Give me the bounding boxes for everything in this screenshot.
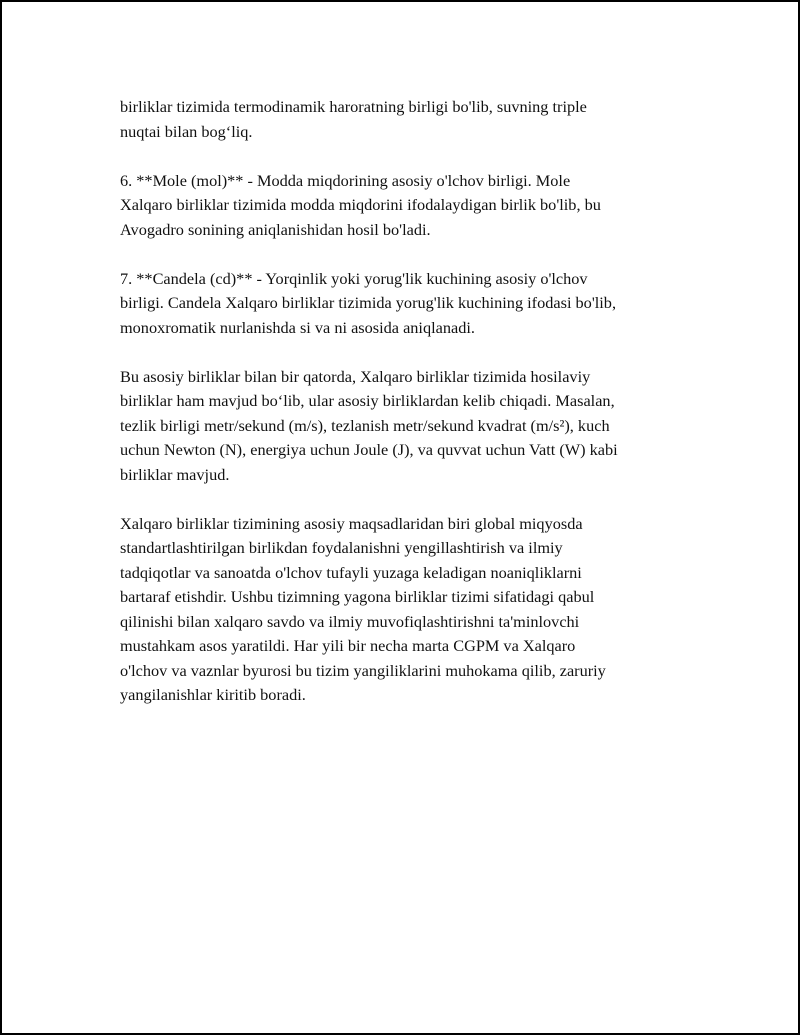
text-line: birliklar ham mavjud bo‘lib, ular asosiy birliklardan kelib chiqadi. Masalan, [120,391,615,410]
text-line: tadqiqotlar va sanoatda o'lchov tufayli yuzaga keladigan noaniqliklarni [120,562,582,582]
text-line: birliklar mavjud. [120,464,230,484]
paragraph-candela [120,267,700,341]
document-body [120,95,700,708]
text-line: tezlik birligi metr/sekund (m/s), tezlanish metr/sekund kvadrat (m/s²), kuch [120,415,610,435]
text-line: mustahkam asos yaratildi. Har yili bir necha marta CGPM va Xalqaro [120,636,576,655]
paragraph-kelvin-continuation [120,95,700,144]
paragraph-gap [120,144,700,169]
text-line: Avogadro sonining aniqlanishidan hosil bo'ladi. [120,219,431,239]
text-line: nuqtai bilan bog‘liq. [120,121,253,141]
paragraph-gap [120,340,700,365]
paragraph-purpose [120,512,700,708]
paragraph-mole [120,169,700,243]
text-line: Xalqaro birliklar tizimining asosiy maqsadlaridan biri global miqyosda [120,513,583,533]
text-line: qilinishi bilan xalqaro savdo va ilmiy muvofiqlashtirishni ta'minlovchi [120,611,580,631]
text-line: monoxromatik nurlanishda si va ni asosida aniqlanadi. [120,317,475,337]
paragraph-derived-units [120,365,700,488]
text-line: birliklar tizimida termodinamik haroratning birligi bo'lib, suvning triple [120,97,587,116]
text-line: standartlashtirilgan birlikdan foydalanishni yengillashtirish va ilmiy [120,538,563,557]
text-line: 6. **Mole (mol)** - Modda miqdorining asosiy o'lchov birligi. Mole [120,170,571,190]
paragraph-gap [120,487,700,512]
text-line: Xalqaro birliklar tizimida modda miqdorini ifodalaydigan birlik bo'lib, bu [120,195,601,214]
text-line: uchun Newton (N), energiya uchun Joule (J), va quvvat uchun Vatt (W) kabi [120,440,618,459]
text-line: yangilanishlar kiritib boradi. [120,685,306,704]
text-line: birligi. Candela Xalqaro birliklar tizimida yorug'lik kuchining ifodasi bo'lib, [120,293,617,312]
paragraph-gap [120,242,700,267]
text-line: o'lchov va vaznlar byurosi bu tizim yangiliklarini muhokama qilib, zaruriy [120,660,606,680]
text-line: 7. **Candela (cd)** - Yorqinlik yoki yorug'lik kuchining asosiy o'lchov [120,268,588,288]
text-line: Bu asosiy birliklar bilan bir qatorda, Xalqaro birliklar tizimida hosilaviy [120,366,591,386]
text-line: bartaraf etishdir. Ushbu tizimning yagona birliklar tizimi sifatidagi qabul [120,587,595,606]
